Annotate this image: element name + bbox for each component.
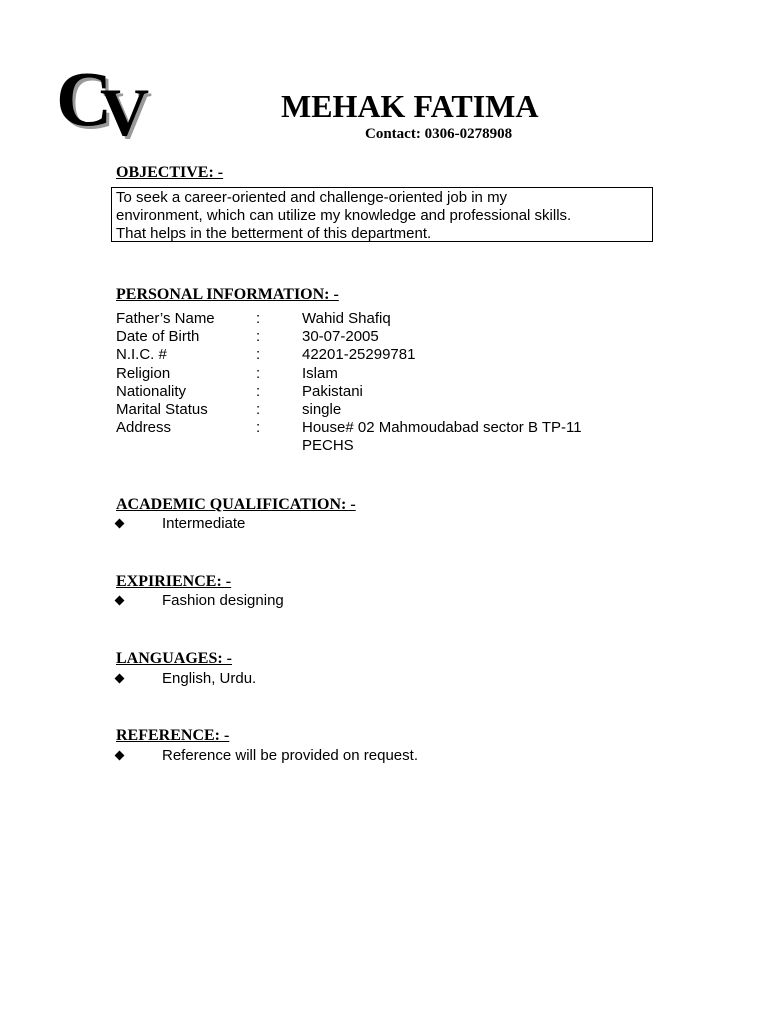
info-value: 42201-25299781 xyxy=(302,346,416,363)
diamond-bullet-icon xyxy=(115,519,125,529)
address-value xyxy=(302,419,632,455)
cv-logo xyxy=(56,55,176,150)
info-row-nic xyxy=(116,346,656,364)
languages-heading: LANGUAGES: - xyxy=(116,650,233,667)
info-separator: : xyxy=(256,365,261,382)
academic-heading: ACADEMIC QUALIFICATION: - xyxy=(116,496,356,513)
objective-box xyxy=(111,187,653,242)
personal-info-heading: PERSONAL INFORMATION: - xyxy=(116,286,339,303)
experience-heading: EXPIRIENCE: - xyxy=(116,573,232,590)
info-label: N.I.C. # xyxy=(116,346,167,363)
reference-heading: REFERENCE: - xyxy=(116,727,230,744)
info-value: 30-07-2005 xyxy=(302,328,379,345)
objective-line: That helps in the betterment of this department. xyxy=(116,225,432,242)
info-value: Islam xyxy=(302,365,338,382)
info-value: Pakistani xyxy=(302,383,363,400)
list-item-text: Intermediate xyxy=(162,515,246,532)
info-separator: : xyxy=(256,401,261,418)
info-row-religion xyxy=(116,365,656,383)
list-item-text: English, Urdu. xyxy=(162,670,257,687)
info-value: Wahid Shafiq xyxy=(302,310,391,327)
diamond-bullet-icon xyxy=(115,674,125,684)
info-label: Address xyxy=(116,419,172,436)
diamond-bullet-icon xyxy=(115,596,125,606)
list-item xyxy=(116,670,616,688)
info-row-fathers-name xyxy=(116,310,656,328)
list-item-text: Reference will be provided on request. xyxy=(162,747,418,764)
contact-number: Contact: 0306-0278908 xyxy=(365,126,513,142)
info-row-date-of-birth xyxy=(116,328,656,346)
info-value: single xyxy=(302,401,342,418)
info-label: Nationality xyxy=(116,383,187,400)
info-separator: : xyxy=(256,310,261,327)
list-item xyxy=(116,747,616,765)
list-item xyxy=(116,515,616,533)
objective-heading: OBJECTIVE: - xyxy=(116,164,224,181)
info-separator: : xyxy=(256,346,261,363)
candidate-name: MEHAK FATIMA xyxy=(281,88,539,124)
objective-line: To seek a career-oriented and challenge-oriented job in my xyxy=(116,189,508,206)
logo-letter-v: V xyxy=(100,74,150,150)
info-separator: : xyxy=(256,328,261,345)
info-separator: : xyxy=(256,383,261,400)
logo-letter-c: C xyxy=(56,55,113,142)
diamond-bullet-icon xyxy=(115,751,125,761)
objective-line: environment, which can utilize my knowledge and professional skills. xyxy=(116,207,572,224)
info-row-nationality xyxy=(116,383,656,401)
info-label: Religion xyxy=(116,365,171,382)
address-line: PECHS xyxy=(302,437,354,454)
list-item xyxy=(116,592,616,610)
address-line: House# 02 Mahmoudabad sector B TP-11 xyxy=(302,419,582,436)
info-label: Date of Birth xyxy=(116,328,200,345)
info-row-marital-status xyxy=(116,401,656,419)
info-label: Marital Status xyxy=(116,401,208,418)
info-label: Father’s Name xyxy=(116,310,215,327)
info-separator: : xyxy=(256,419,261,436)
list-item-text: Fashion designing xyxy=(162,592,284,609)
